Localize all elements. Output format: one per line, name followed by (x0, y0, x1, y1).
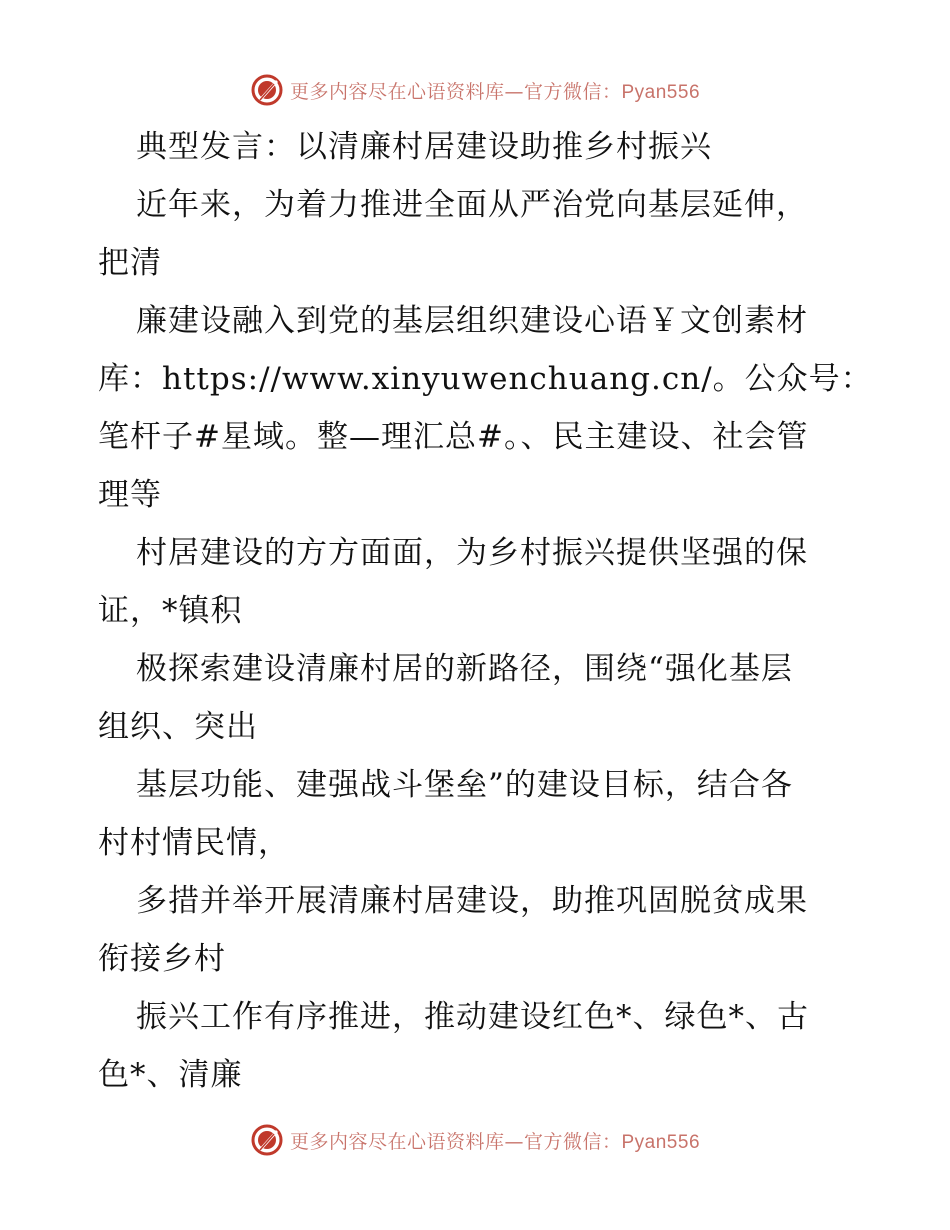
text-line: 色*、清廉 (98, 1057, 243, 1093)
text-line: 笔杆子#星域。整—理汇总#。、民主建设、社会管 (98, 419, 809, 455)
text-line: 库：https://www.xinyuwenchuang.cn/。公众号： (98, 361, 873, 397)
text-line: 理等 (98, 477, 162, 513)
text-line: 极探索建设清廉村居的新路径，围绕“强化基层 (136, 651, 793, 687)
text-line: 村居建设的方方面面，为乡村振兴提供坚强的保 (136, 535, 808, 571)
text-line: 衔接乡村 (98, 941, 226, 977)
text-line: 基层功能、建强战斗堡垒”的建设目标，结合各 (136, 767, 793, 803)
text-line: 把清 (98, 245, 162, 281)
text-line: 多措并举开展清廉村居建设，助推巩固脱贫成果 (136, 883, 808, 919)
header-watermark (0, 70, 950, 110)
watermark-wechat-id: Pyan556 (621, 1131, 701, 1153)
quill-pen-logo-icon (250, 73, 284, 107)
text-line: 证，*镇积 (98, 593, 243, 629)
document-title: 典型发言：以清廉村居建设助推乡村振兴 (136, 129, 712, 165)
watermark-text: 更多内容尽在心语资料库—官方微信：Pyan556 (289, 1130, 701, 1153)
text-line: 廉建设融入到党的基层组织建设心语￥文创素材 (136, 303, 808, 339)
quill-pen-logo-icon (250, 1123, 284, 1157)
footer-watermark (0, 1120, 950, 1160)
document-body (98, 118, 873, 1104)
text-line: 近年来，为着力推进全面从严治党向基层延伸， (136, 187, 808, 223)
watermark-wechat-id: Pyan556 (621, 81, 701, 103)
text-line: 村村情民情， (98, 825, 290, 861)
text-line: 振兴工作有序推进，推动建设红色*、绿色*、古 (136, 999, 809, 1035)
text-line: 组织、突出 (98, 709, 258, 745)
watermark-text: 更多内容尽在心语资料库—官方微信：Pyan556 (289, 80, 701, 103)
